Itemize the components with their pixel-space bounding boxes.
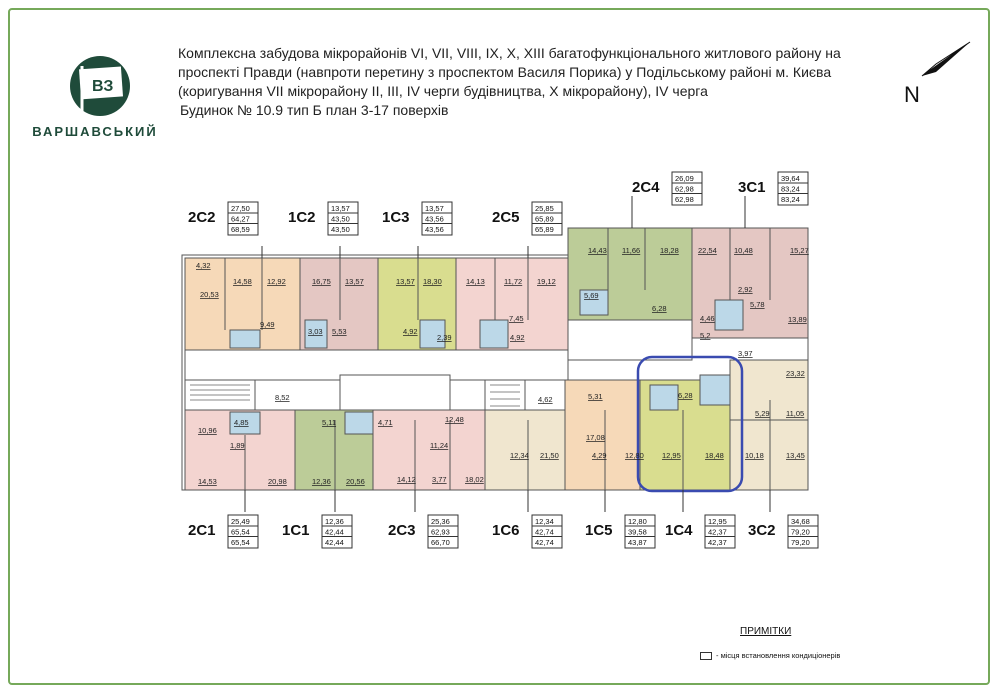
room-area: 12,95 [662,451,681,460]
header-line-3: (коригування VII мікрорайону II, III, IV черги будівництва, X мікрорайону), IV черга [178,83,708,99]
apartment-label [188,515,258,548]
apartment-area-value: 39,58 [628,527,647,537]
apartment-area-value: 13,57 [331,204,350,213]
room-area: 2,39 [437,333,452,342]
apartment-label [282,515,352,548]
apartment-code: 1С2 [288,209,316,226]
room-area: 10,96 [198,426,217,435]
room-area: 12,92 [267,277,286,286]
apartment-area-value: 13,57 [425,204,444,213]
room-area: 5,31 [588,392,603,401]
apartment-code: 2С5 [492,209,520,226]
brand-name: ВАРШАВСЬКИЙ [32,124,158,139]
apartment-code: 2С4 [632,179,660,196]
room-area: 14,43 [588,246,607,255]
bathroom [650,385,678,410]
header-line-1: Комплексна забудова мікрорайонів VI, VII, VIII, IX, X, XIII багатофункціонального житлового району на [178,45,841,61]
elevator-core [340,375,450,410]
room-area: 14,53 [198,477,217,486]
room-area: 18,02 [465,475,484,484]
room-area: 4,32 [196,261,211,270]
room-area: 3,03 [308,327,323,336]
apartment-area-value: 12,95 [708,517,727,526]
header-line-4: Будинок № 10.9 тип Б план 3-17 поверхів [180,102,449,118]
room-area: 18,48 [705,451,724,460]
apartment-area-value: 39,64 [781,174,800,183]
apartment-code: 1С4 [665,522,693,539]
apartment-code: 3С2 [748,522,776,539]
room-area: 20,98 [268,477,287,486]
apartment-area-value: 12,80 [628,517,647,526]
room-area: 12,34 [510,451,529,460]
room-area: 3,97 [738,349,753,358]
apartment-code: 1С1 [282,522,310,539]
room-area: 14,12 [397,475,416,484]
room-area: 4,85 [234,418,249,427]
apartment-label [585,515,655,548]
room-area: 5,78 [750,300,765,309]
room-area: 16,75 [312,277,331,286]
room-area: 15,27 [790,246,809,255]
apartment-label [188,202,258,235]
notes-title: ПРИМІТКИ [740,626,792,637]
apartment-label [492,202,562,235]
apartment-area-value: 79,20 [791,538,810,547]
apartment-label [492,515,562,548]
apartment-area-value: 42,44 [325,538,344,547]
room-area: 8,52 [275,393,290,402]
bathroom [230,330,260,348]
room-area: 5,69 [584,291,599,300]
apartment-area-value: 43,56 [425,225,444,234]
apartment-label [665,515,735,548]
apartment-code: 3С1 [738,179,766,196]
apartment-area-value: 25,36 [431,517,450,526]
room-area: 18,30 [423,277,442,286]
apartment-area-value: 42,37 [708,538,727,547]
room-area: 11,72 [504,277,523,286]
apartment-area-value: 65,54 [231,538,250,547]
apartment-area-value: 42,74 [535,527,554,537]
apartment-area-value: 43,50 [331,214,350,224]
apartment-area-value: 43,50 [331,225,350,234]
apartment-area-value: 68,59 [231,225,250,234]
room-area: 7,45 [509,314,524,323]
apartment-code: 1С6 [492,522,520,539]
apartment-area-value: 79,20 [791,527,810,537]
apartment-area-value: 83,24 [781,195,800,204]
room-area: 14,13 [466,277,485,286]
room-area: 18,28 [660,246,679,255]
header-line-2: проспекті Правди (навпроти перетину з проспектом Василя Порика) у Подільському районі м. Києва [178,64,832,80]
apartment-area-value: 62,93 [431,527,450,537]
room-area: 1,89 [230,441,245,450]
apartment-area-value: 42,37 [708,527,727,537]
room-area: 10,18 [745,451,764,460]
room-area: 3,77 [432,475,447,484]
room-area: 12,48 [445,415,464,424]
notes-legend-text: - місця встановлення кондиціонерів [716,651,841,660]
bathroom [480,320,508,348]
room-area: 11,24 [430,441,449,450]
room-area: 5,29 [755,409,770,418]
apartment-area-value: 64,27 [231,214,250,224]
apartment-area-value: 65,89 [535,214,554,224]
apartment-area-value: 26,09 [675,174,694,183]
corridor-mid [568,320,692,360]
room-area: 12,36 [312,477,331,486]
room-area: 10,48 [734,246,753,255]
room-area: 6,28 [678,391,693,400]
room-area: 9,49 [260,320,275,329]
apartment-area-value: 42,44 [325,527,344,537]
room-area: 13,57 [345,277,364,286]
bathroom [345,412,373,434]
room-area: 13,57 [396,277,415,286]
room-area: 4,92 [403,327,418,336]
room-area: 5,2 [700,331,711,340]
room-area: 2,92 [738,285,753,294]
apartment-area-value: 66,70 [431,538,450,547]
room-area: 4,71 [378,418,393,427]
apartment-area-value: 62,98 [675,195,694,204]
apartment-label [748,515,818,548]
room-area: 12,80 [625,451,644,460]
apartment-label [288,202,358,235]
apartment-code: 1С5 [585,522,613,539]
ac-placement-icon [700,652,712,660]
room-area: 19,12 [537,277,556,286]
apartment-label [388,515,458,548]
apt-zone-1c6 [485,410,565,490]
room-area: 4,62 [538,395,553,404]
apartment-area-value: 27,50 [231,204,250,213]
apartment-area-value: 42,74 [535,538,554,547]
room-area: 6,28 [652,304,667,313]
bathroom [715,300,743,330]
apartment-area-value: 43,56 [425,214,444,224]
room-area: 20,53 [200,290,219,299]
logo-letters: ВЗ [92,78,114,95]
room-area: 13,89 [788,315,807,324]
room-area: 22,54 [698,246,717,255]
room-area: 20,56 [346,477,365,486]
apartment-area-value: 12,34 [535,517,554,526]
apartment-area-value: 65,54 [231,527,250,537]
room-area: 4,46 [700,314,715,323]
room-area: 5,53 [332,327,347,336]
apartment-area-value: 12,36 [325,517,344,526]
apartment-area-value: 83,24 [781,184,800,194]
apartment-area-value: 25,85 [535,204,554,213]
apartment-code: 2С3 [388,522,416,539]
room-area: 14,58 [233,277,252,286]
room-area: 4,29 [592,451,607,460]
room-area: 11,66 [622,246,641,255]
apartment-area-value: 62,98 [675,184,694,194]
apartment-label [382,202,452,235]
room-area: 5,11 [322,418,337,427]
apartment-area-value: 34,68 [791,517,810,526]
room-area: 21,50 [540,451,559,460]
bathroom [700,375,730,405]
apartment-label [738,172,808,205]
room-area: 23,32 [786,369,805,378]
room-area: 4,92 [510,333,525,342]
apartment-label [632,172,702,205]
apartment-area-value: 65,89 [535,225,554,234]
notes-legend [700,651,840,660]
north-label: N [904,82,920,107]
apartment-code: 1С3 [382,209,410,226]
apartment-area-value: 43,87 [628,538,647,547]
room-area: 13,45 [786,451,805,460]
apartment-code: 2С1 [188,522,216,539]
room-area: 17,08 [586,433,605,442]
apartment-area-value: 25,49 [231,517,250,526]
room-area: 11,05 [786,409,805,418]
apartment-code: 2С2 [188,209,216,226]
